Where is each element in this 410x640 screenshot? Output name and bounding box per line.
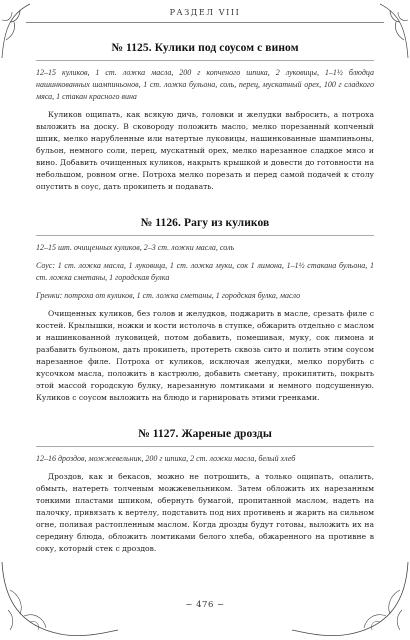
divider bbox=[36, 235, 374, 236]
page-content bbox=[36, 36, 374, 555]
recipe-title: № 1125. Кулики под соусом с вином bbox=[111, 42, 299, 54]
spacer bbox=[36, 193, 374, 211]
recipe-ingredients: 12–15 куликов, 1 ст. ложка масла, 200 г копченого шпика, 2 луковицы, 1–1½ блюдца нашинкованных шампиньонов, 1 ст. ложка бульона, соль, перец, мускатный орех, 100 г сладкого мяса, 1 стакан красного вина bbox=[36, 68, 374, 101]
recipe-title: № 1127. Жареные дрозды bbox=[138, 428, 272, 440]
recipe-sauce: Соус: 1 ст. ложка масла, 1 луковица, 1 ст. ложка муки, сок 1 лимона, 1–1½ стакана бульона, 1 ст. ложка сметаны, 1 городская булка bbox=[36, 261, 374, 282]
recipe-1127 bbox=[36, 428, 374, 555]
divider bbox=[36, 60, 374, 61]
spacer bbox=[36, 404, 374, 422]
recipe-title: № 1126. Рагу из куликов bbox=[140, 217, 270, 229]
recipe-instructions: Очищенных куликов, без голов и желудков, поджарить в масле, срезать филе с костей. Крылышки, ножки и кости истолочь в ступке, обжарить отдельно с маслом и нашинкованной луковицей, потом добавить, помешивая, муку, сок лимона и разбавить бульоном, дать прокипеть, протереть сквозь сито и полить этим соусом нарезанное филе. Потроха от куликов, исключая желудки, мелко порубить с кусочком масла, положить в кастрюлю, добавить сметану, прокипятить, покрыть этой массой городскую булку, нарезанную ломтиками и немного подсушенную. Куликов с соусом выложить на блюдо и гарнировать этими гренками. bbox=[36, 309, 374, 402]
recipe-1126 bbox=[36, 217, 374, 404]
recipe-ingredients: 12–16 дроздов, можжевельник, 200 г шпика, 2 ст. ложки масла, белый хлеб bbox=[36, 454, 296, 463]
recipe-instructions: Куликов ощипать, как всякую дичь, головки и желудки выбросить, а потроха выложить на доску. В сковороду положить масло, мелко порезанный копченый шпик, мелко нарубленные или натертые луковицы, нашинкованные шампиньоны, бульон, немного соли, перец, мускатный орех, мелко нарезанное сладкое мясо и вино. Добавить очищенных куликов, накрыть крышкой и довести до готовности на небольшом, ровном огне. Потроха мелко порезать и перед самой подачей к столу опустить в соус, дать прокипеть и подавать. bbox=[36, 110, 374, 191]
recipe-instructions: Дроздов, как и бекасов, можно не потрошить, а только ощипать, опалить, обмыть, натереть толченым можжевельником. Затем обложить их нарезанным тонкими пластами шпиком, обернуть бумагой, пропитанной маслом, надеть на палочку, привязать к вертелу, подставить под них противень и жарить на сильном огне, поливая растопленным маслом. Когда дрозды будут готовы, выложить их на середину блюда, обложить ломтиками белого хлеба, обжаренного на противне в соку, который стек с дроздов. bbox=[36, 472, 374, 553]
recipe-ingredients: 12–15 шт. очищенных куликов, 2–3 ст. ложки масла, соль bbox=[36, 243, 235, 252]
header-rule bbox=[26, 22, 384, 23]
recipe-1125 bbox=[36, 42, 374, 193]
recipe-croutons: Гренки: потроха от куликов, 1 ст. ложка сметаны, 1 городская булка, масло bbox=[36, 291, 301, 300]
running-head: РАЗДЕЛ VIII bbox=[169, 8, 241, 17]
page-number: ~ 476 ~ bbox=[185, 600, 225, 610]
divider bbox=[36, 446, 374, 447]
